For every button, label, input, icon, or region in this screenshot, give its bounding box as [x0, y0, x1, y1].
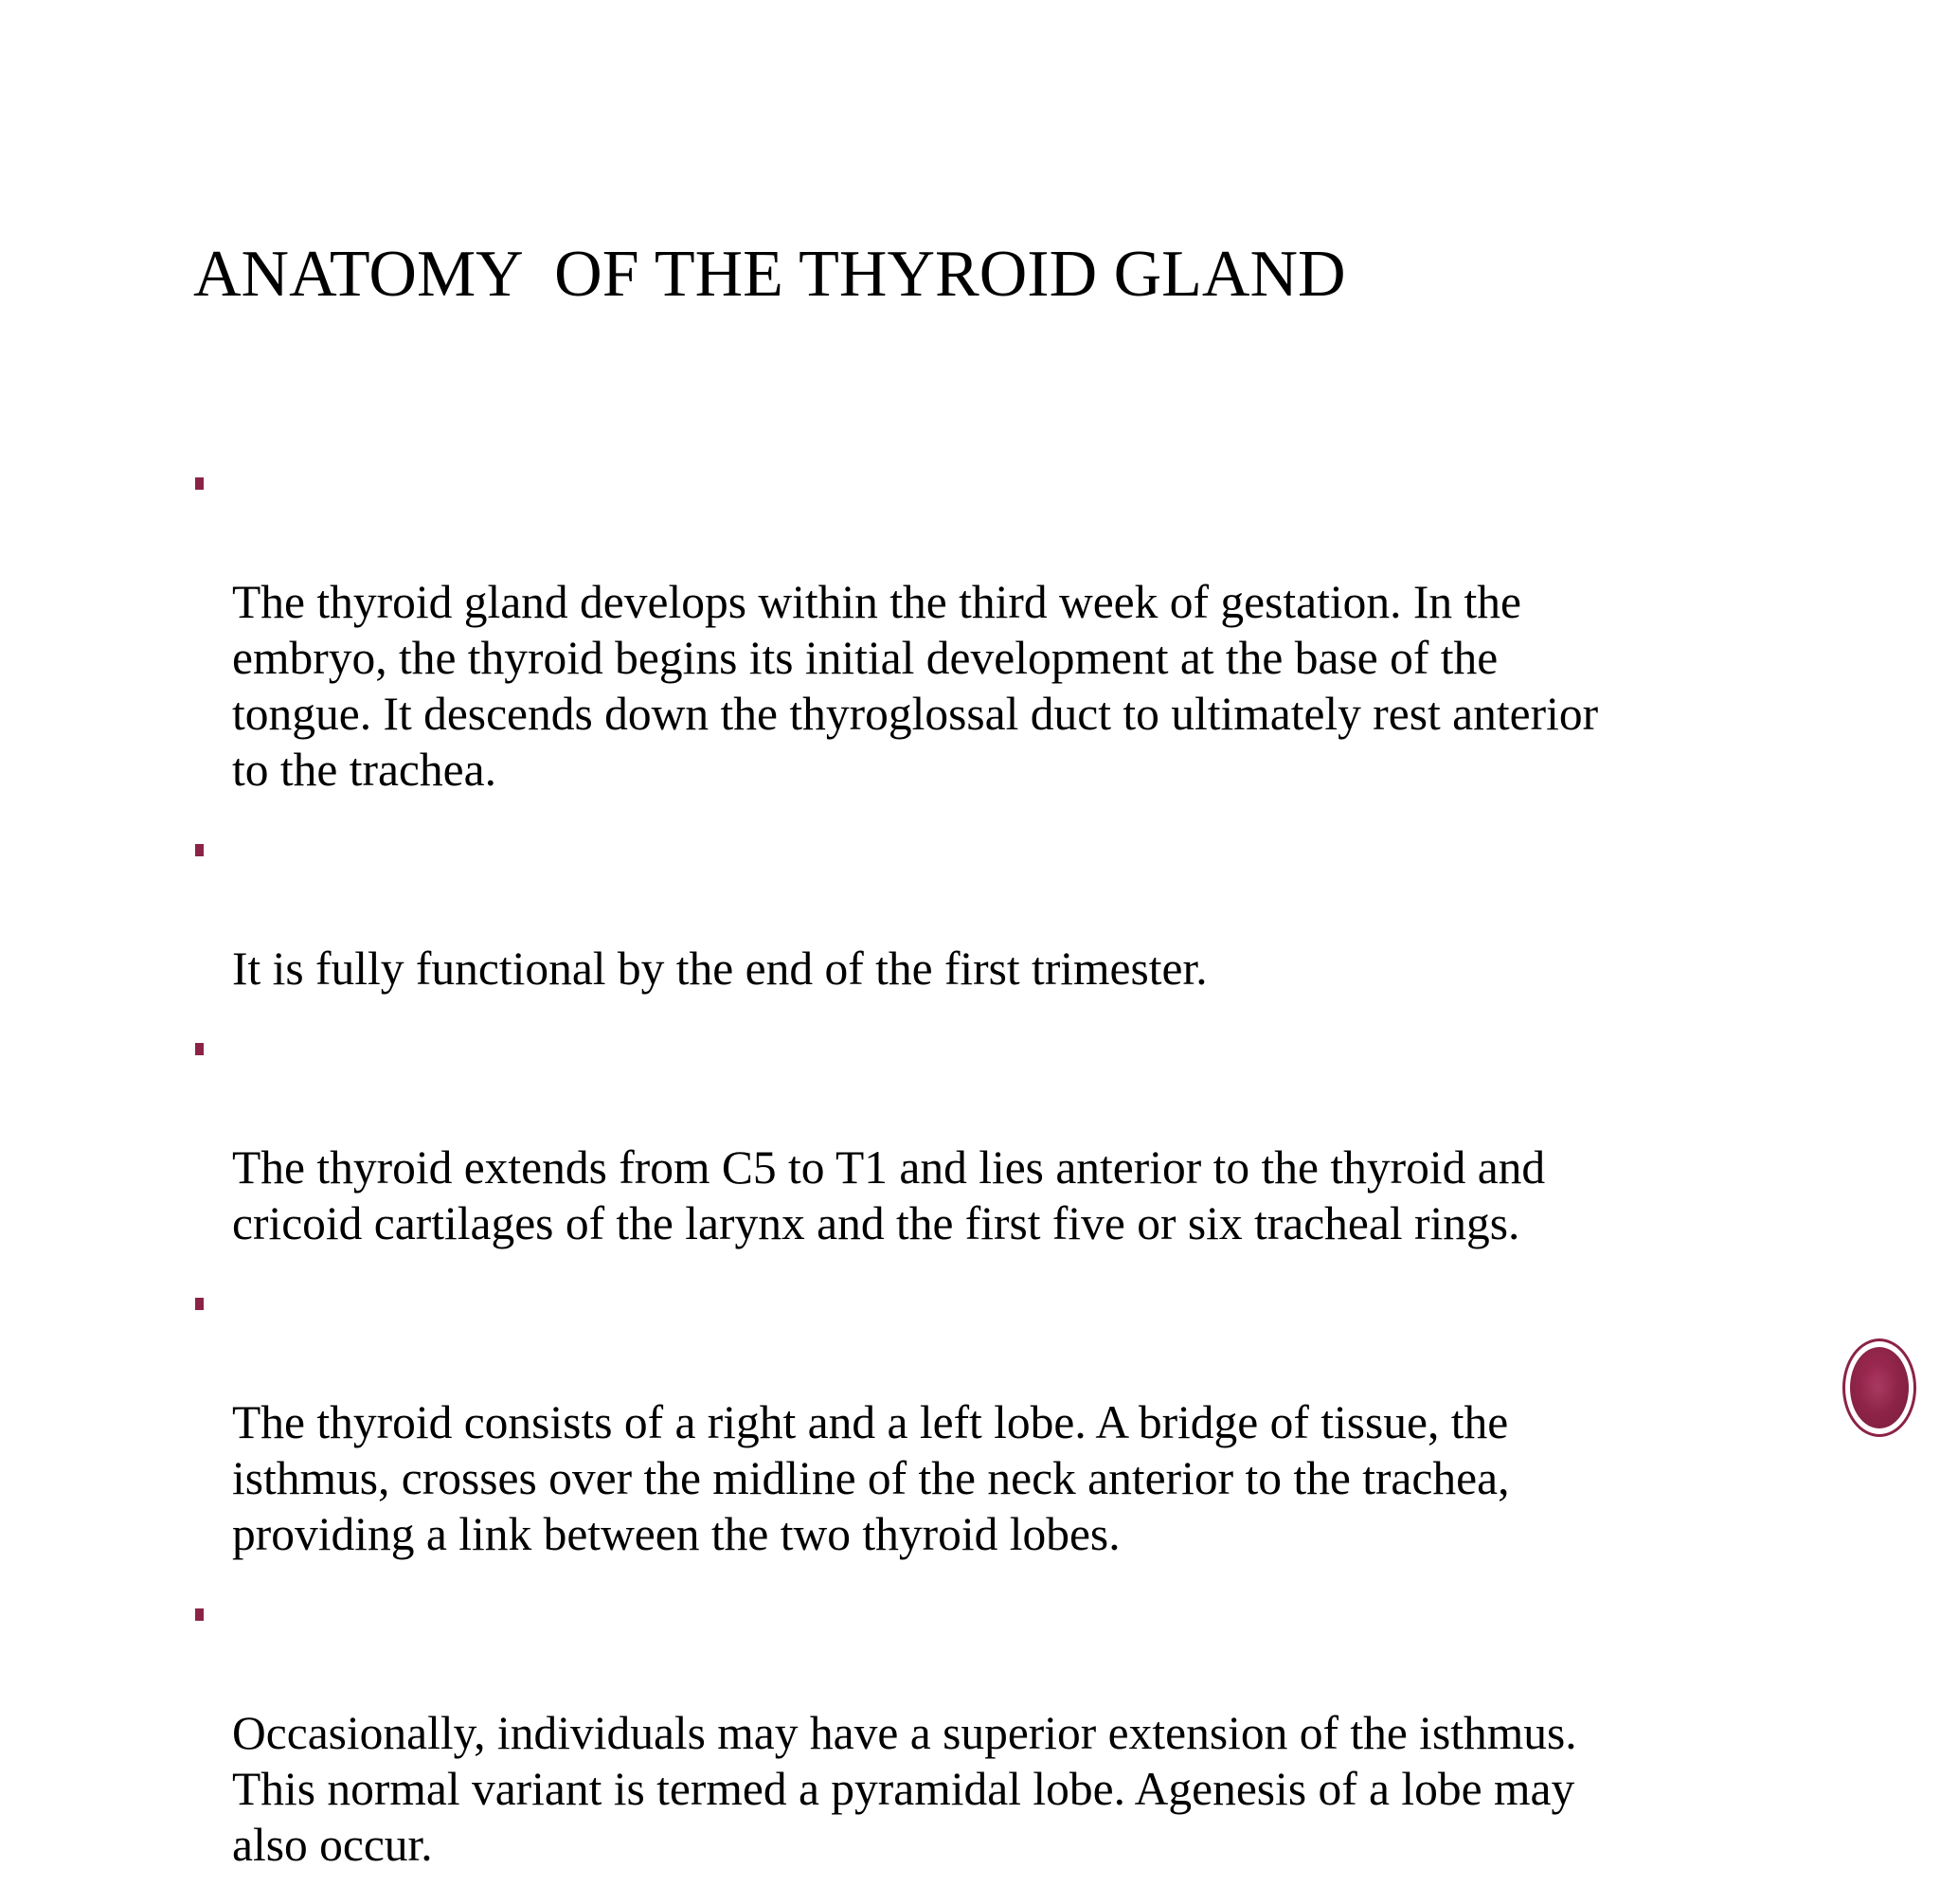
slide-title: ANATOMY OF THE THYROID GLAND	[193, 238, 1346, 311]
bullet-text: The thyroid extends from C5 to T1 and lies anterior to the thyroid and cricoid cartilages of the larynx and the first five or six tracheal rings.	[232, 1141, 1546, 1249]
bullet-item	[194, 1028, 1767, 1251]
bullet-text: The thyroid consists of a right and a left lobe. A bridge of tissue, the isthmus, crosses over the midline of the neck anterior to the trachea, providing a link between the two thyroid lobes.	[232, 1396, 1510, 1560]
bullet-text: It is fully functional by the end of the first trimester.	[232, 943, 1208, 995]
bullet-item	[194, 829, 1767, 997]
square-bullet-icon	[195, 844, 204, 856]
badge-fill	[1850, 1347, 1909, 1428]
square-bullet-icon	[195, 1298, 204, 1310]
bullet-text: Occasionally, individuals may have a superior extension of the isthmus. This normal variant is termed a pyramidal lobe. Agenesis of a lobe may also occur.	[232, 1707, 1577, 1871]
bullet-item	[194, 1593, 1767, 1873]
bullet-item	[194, 462, 1767, 798]
square-bullet-icon	[195, 477, 204, 490]
square-bullet-icon	[195, 1043, 204, 1055]
square-bullet-icon	[195, 1608, 204, 1621]
bullet-list	[194, 462, 1767, 1904]
circle-badge-icon	[1842, 1338, 1916, 1437]
bullet-item	[194, 1283, 1767, 1562]
bullet-text: The thyroid gland develops within the third week of gestation. In the embryo, the thyroid begins its initial development at the base of the tongue. It descends down the thyroglossal duct to ultimately rest anterior to the trachea.	[232, 576, 1599, 796]
